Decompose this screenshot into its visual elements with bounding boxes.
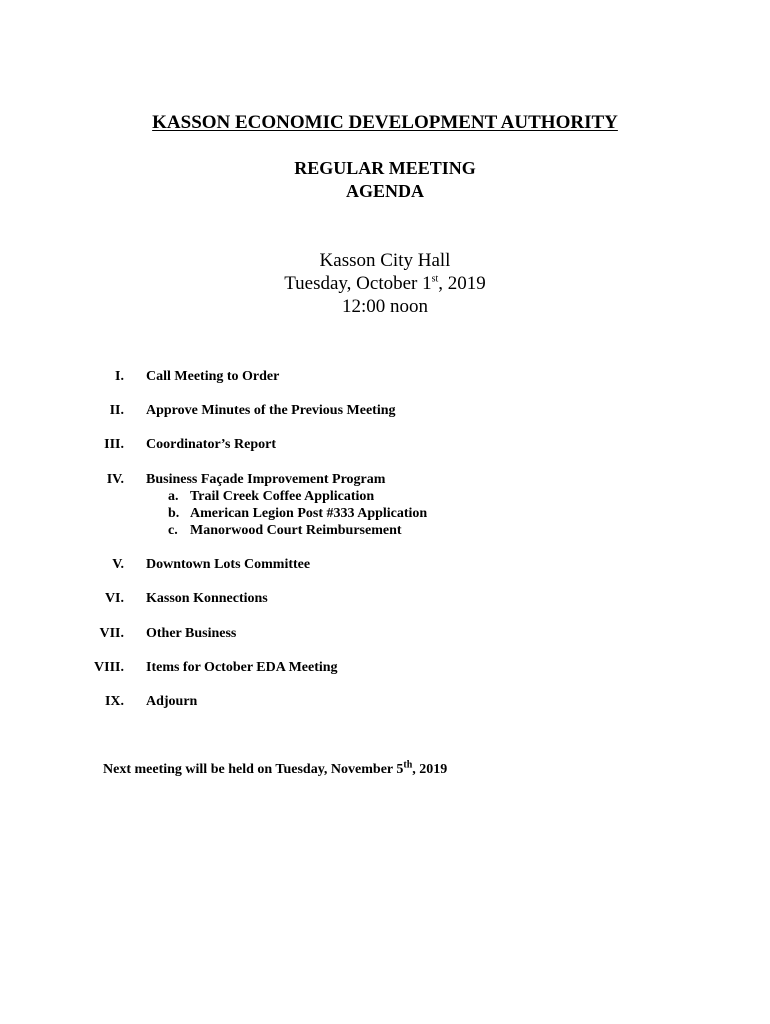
meeting-time: 12:00 noon	[341, 296, 429, 317]
agenda-heading: AGENDA	[345, 181, 424, 201]
organization-title: KASSON ECONOMIC DEVELOPMENT AUTHORITY	[152, 112, 618, 133]
agenda-item-text: Other Business	[146, 626, 237, 641]
agenda-item-numeral: IX.	[104, 694, 124, 709]
agenda-item-numeral: VII.	[99, 626, 124, 641]
meeting-date-year: , 2019	[438, 273, 486, 294]
next-meeting-ordinal: th	[403, 759, 413, 771]
agenda-item-numeral: II.	[109, 403, 124, 418]
agenda-item-text: Approve Minutes of the Previous Meeting	[146, 403, 396, 418]
agenda-item-text: Downtown Lots Committee	[146, 557, 311, 572]
agenda-sub-item-letter: a.	[168, 489, 179, 504]
agenda-item-numeral: VIII.	[94, 660, 124, 675]
agenda-item-numeral: IV.	[106, 472, 124, 487]
agenda-sub-item-letter: c.	[168, 523, 178, 538]
meeting-type-heading	[0, 157, 770, 203]
agenda-item-numeral: I.	[115, 369, 124, 384]
agenda-sub-item-text: Manorwood Court Reimbursement	[190, 523, 402, 538]
next-meeting-year: , 2019	[412, 762, 448, 777]
meeting-date-main: Tuesday, October 1	[284, 273, 432, 294]
agenda-item-text: Call Meeting to Order	[146, 369, 280, 384]
next-meeting-note	[103, 761, 447, 779]
agenda-item-numeral: VI.	[104, 591, 124, 606]
agenda-sub-item-letter: b.	[168, 506, 180, 521]
agenda-sub-item-text: American Legion Post #333 Application	[190, 506, 428, 521]
meeting-location: Kasson City Hall	[319, 250, 451, 271]
agenda-item-text: Kasson Konnections	[146, 591, 268, 606]
meeting-date	[0, 272, 770, 295]
meeting-date-ordinal: st	[431, 273, 439, 285]
agenda-item-text: Business Façade Improvement Program	[146, 472, 386, 487]
agenda-item-text: Coordinator’s Report	[146, 437, 276, 452]
agenda-item-numeral: III.	[104, 437, 124, 452]
agenda-item-text: Adjourn	[146, 694, 198, 709]
meeting-info	[0, 249, 770, 318]
agenda-sub-item-text: Trail Creek Coffee Application	[190, 489, 375, 504]
meeting-type-line: REGULAR MEETING	[294, 158, 476, 178]
next-meeting-text: Next meeting will be held on Tuesday, November 5	[103, 762, 404, 777]
agenda-item-numeral: V.	[112, 557, 124, 572]
agenda-item-text: Items for October EDA Meeting	[146, 660, 338, 675]
